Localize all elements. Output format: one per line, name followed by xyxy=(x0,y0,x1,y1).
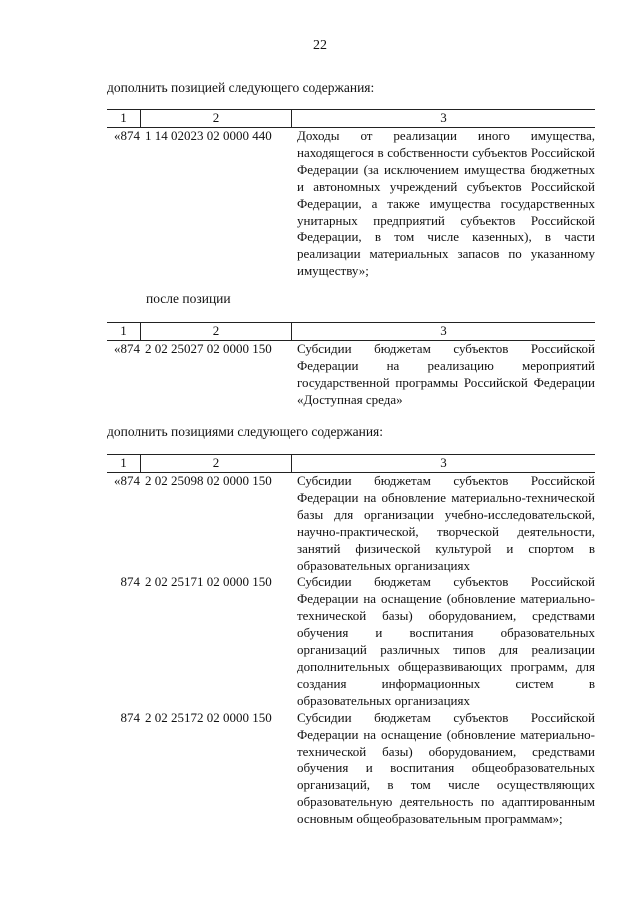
header-col-2: 2 xyxy=(212,110,220,125)
table-body xyxy=(107,473,595,828)
description-cell: Субсидии бюджетам субъектов Российской Федерации на обновление материально-технической базы для организации учебно-исследовательской, научно-практической, творческой деятельности, занятий физической культурой и спортом в образовательных организациях xyxy=(297,473,595,573)
header-col-3: 3 xyxy=(440,323,447,338)
table-row xyxy=(107,574,595,709)
kbk-cell: 1 14 02023 02 0000 440 xyxy=(145,128,272,143)
code-cell: 874 xyxy=(120,709,140,725)
table-1 xyxy=(107,109,595,280)
description-cell: Субсидии бюджетам субъектов Российской Федерации на оснащение (обновление материально-технической базы) оборудованием, средствами обучения и воспитания общеобразовательных организаций, в том числе осуществляющих образовательную деятельность по адаптированным основным общеобразовательным программам»; xyxy=(297,709,595,827)
page-number: 22 xyxy=(313,38,327,53)
header-col-1: 1 xyxy=(120,455,127,470)
description-cell: Субсидии бюджетам субъектов Российской Федерации на реализацию мероприятий государственной программы Российской Федерации «Доступная среда» xyxy=(297,341,595,407)
description-cell: Доходы от реализации иного имущества, находящегося в собственности субъектов Российской Федерации (за исключением имущества бюджетных и автономных учреждений субъектов Российской Федерации, а также имущества государственных унитарных предприятий субъектов Российской Федерации, в том числе казенных), в части реализации материальных запасов по указанному имуществу»; xyxy=(297,128,595,279)
table-header xyxy=(107,109,595,128)
table-row xyxy=(107,473,595,574)
kbk-cell: 2 02 25171 02 0000 150 xyxy=(145,574,272,590)
header-col-1: 1 xyxy=(120,110,127,125)
table-3 xyxy=(107,454,595,828)
table-header xyxy=(107,454,595,473)
code-cell: «874 xyxy=(114,341,140,356)
code-cell: «874 xyxy=(114,473,140,488)
table-body xyxy=(107,341,595,409)
intro-paragraph-3: дополнить позициями следующего содержания: xyxy=(107,424,384,439)
table-header xyxy=(107,322,595,341)
header-col-3: 3 xyxy=(440,455,447,470)
table-row xyxy=(107,710,595,828)
code-cell: «874 xyxy=(114,128,140,143)
kbk-cell: 2 02 25027 02 0000 150 xyxy=(145,341,272,356)
header-col-2: 2 xyxy=(212,455,220,470)
code-cell: 874 xyxy=(120,574,140,590)
intro-paragraph-2: после позиции xyxy=(146,291,231,306)
table-2 xyxy=(107,322,595,409)
header-col-1: 1 xyxy=(120,323,127,338)
kbk-cell: 2 02 25172 02 0000 150 xyxy=(145,709,272,725)
table-row xyxy=(107,341,595,409)
description-cell: Субсидии бюджетам субъектов Российской Федерации на оснащение (обновление материально-технической базы) оборудованием, средствами обучения и воспитания образовательных организаций различных типов для реализации дополнительных общеразвивающих программ, для создания информационных систем в образовательных организациях xyxy=(297,574,595,708)
header-col-3: 3 xyxy=(440,110,447,125)
header-col-2: 2 xyxy=(212,323,220,338)
table-body xyxy=(107,128,595,280)
kbk-cell: 2 02 25098 02 0000 150 xyxy=(145,473,272,488)
intro-paragraph-1: дополнить позицией следующего содержания: xyxy=(107,80,375,95)
table-row xyxy=(107,128,595,280)
